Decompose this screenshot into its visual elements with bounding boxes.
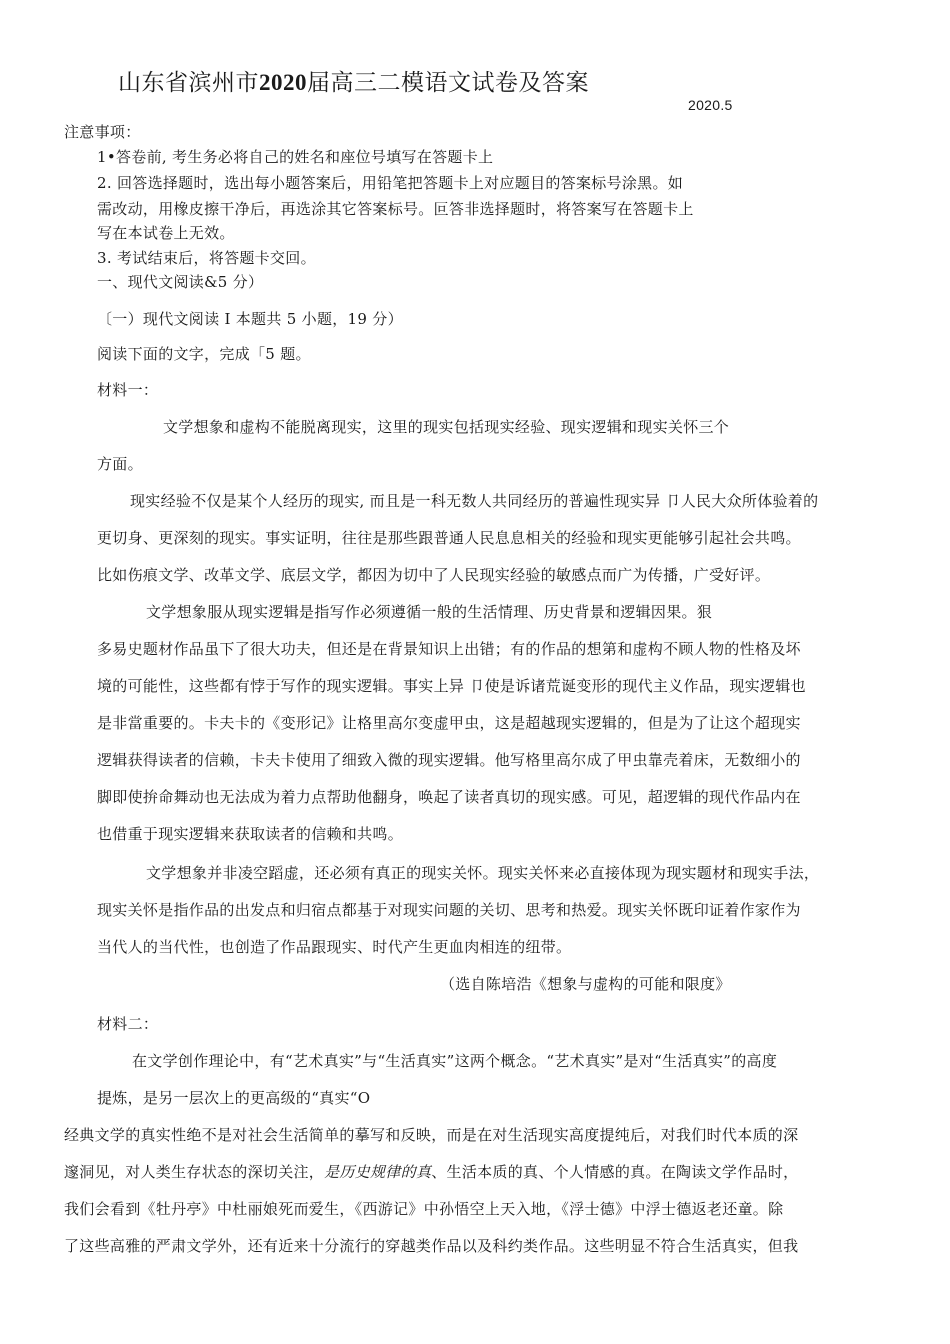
paragraph-line: 当代人的当代性，也创造了作品跟现实、时代产生更血肉相连的纽带。 (97, 938, 572, 956)
paragraph-line: 在文学创作理论中，有“艺术真实”与“生活真实”这两个概念。“艺术真实”是对“生活真实”的高度 (132, 1052, 778, 1070)
paragraph-line: 了这些高雅的严肃文学外，还有近来十分流行的穿越类作品以及科约类作品。这些明显不符合生活真实，但我 (64, 1237, 799, 1255)
line-part: 、生活本质的真、个人情感的真。在陶读文学作品时， (431, 1163, 799, 1181)
notice-heading: 注意事项： (64, 123, 141, 141)
paragraph-line: 现实关怀是指作品的出发点和归宿点都基于对现实问题的关切、思考和热爱。现实关怀既印证着作家作为 (97, 901, 801, 919)
notice-item-2-line-1: 2. 回答选择题时，选出每小题答案后，用铅笔把答题卡上对应题目的答案标号涂黑。如 (97, 174, 684, 192)
paragraph-line: 方面。 (97, 455, 143, 473)
paragraph-line: 经典文学的真实性绝不是对社会生活简单的摹写和反映，而是在对生活现实高度提纯后，对我们时代本质的深 (64, 1126, 799, 1144)
notice-item-1: 1•答卷前, 考生务必将自己的姓名和座位号填写在答题卡上 (97, 148, 494, 166)
page-title (118, 64, 589, 97)
notice-item-2-line-3: 写在本试卷上无效。 (97, 224, 235, 242)
paragraph-line: 境的可能性，这些都有悖于写作的现实逻辑。事实上异 卩使是诉诸荒诞变形的现代主义作品，现实逻辑也 (97, 677, 806, 695)
title-year: 2020 (259, 70, 307, 95)
section-heading: 一、现代文阅读&5 分） (97, 273, 264, 291)
paragraph-line: 提炼，是另一层次上的更高级的“真实“O (97, 1089, 371, 1107)
paragraph-line: 也借重于现实逻辑来获取读者的信赖和共鸣。 (97, 825, 404, 843)
paragraph-line: 是非當重要的。卡夫卡的《变形记》让格里高尔变虚甲虫，这是超越现实逻辑的，但是为了让这个超现实 (97, 714, 801, 732)
material-1-source: （选自陈培浩《想象与虚构的可能和限度》 (440, 975, 731, 993)
paragraph-line: 我们会看到《牡丹亭》中杜丽娘死而爱生，《西游记》中孙悟空上天入地，《浮士德》中浮士德返老还童。除 (64, 1200, 784, 1218)
notice-item-2-line-2: 需改动，用橡皮擦干净后，再选涂其它答案标号。叵答非选择题时，将答案写在答题卡上 (97, 200, 694, 218)
paragraph-line: 脚即使拚命舞动也无法成为着力点帮助他翻身，唤起了读者真切的现实感。可见，超逻辑的现代作品内在 (97, 788, 801, 806)
title-prefix: 山东省滨州市 (118, 70, 259, 96)
paragraph-line: 比如伤痕文学、改革文学、底层文学，都因为切中了人民现实经验的敏感点而广为传播，广受好评。 (97, 566, 771, 584)
paragraph-line: 多易史题材作品虽下了很大功夫，但还是在背景知识上出错；有的作品的想第和虚构不顾人物的性格及坏 (97, 640, 801, 658)
paragraph-line: 文学想象并非凌空蹈虚，还必须有真正的现实关怀。现实关怀来必直接体现为现实题材和现实手法， (146, 864, 820, 882)
italic-phrase: 是历史规律的真 (324, 1163, 432, 1181)
material-2-label: 材料二： (97, 1015, 159, 1033)
line-part: 邃洞见，对人类生存状态的深切关注， (64, 1163, 325, 1181)
exam-date: 2020.5 (688, 97, 733, 113)
paragraph-line: 更切身、更深刻的现实。事实证明，往往是那些跟普通人民息息相关的经验和现实更能够引起社会共鸣。 (97, 529, 801, 547)
paragraph-line: 文学想象服从现实逻辑是指写作必须遵循一般的生活情理、历史背景和逻辑因果。狠 (146, 603, 713, 621)
notice-item-3: 3. 考试结束后，将答题卡交回。 (97, 249, 316, 267)
paragraph-line (64, 1161, 798, 1182)
paragraph-line: 现实经验不仅是某个人经历的现实, 而且是一科无数人共同经历的普遍性现实异 卩人民大众所体验着的 (130, 492, 819, 510)
section-sub-heading: 〔一）现代文阅读 I 本题共 5 小题，19 分） (97, 310, 403, 328)
title-suffix: 届高三二模语文试卷及答案 (307, 70, 589, 96)
section-instruction: 阅读下面的文字，完成「5 题。 (97, 345, 311, 363)
material-1-label: 材料一： (97, 381, 159, 399)
paragraph-line: 逻辑获得读者的信赖，卡夫卡使用了细致入微的现实逻辑。他写格里高尔成了甲虫靠壳着床，无数细小的 (97, 751, 801, 769)
paragraph-line: 文学想象和虚构不能脱离现实，这里的现实包括现实经验、现实逻辑和现实关怀三个 (163, 418, 730, 436)
